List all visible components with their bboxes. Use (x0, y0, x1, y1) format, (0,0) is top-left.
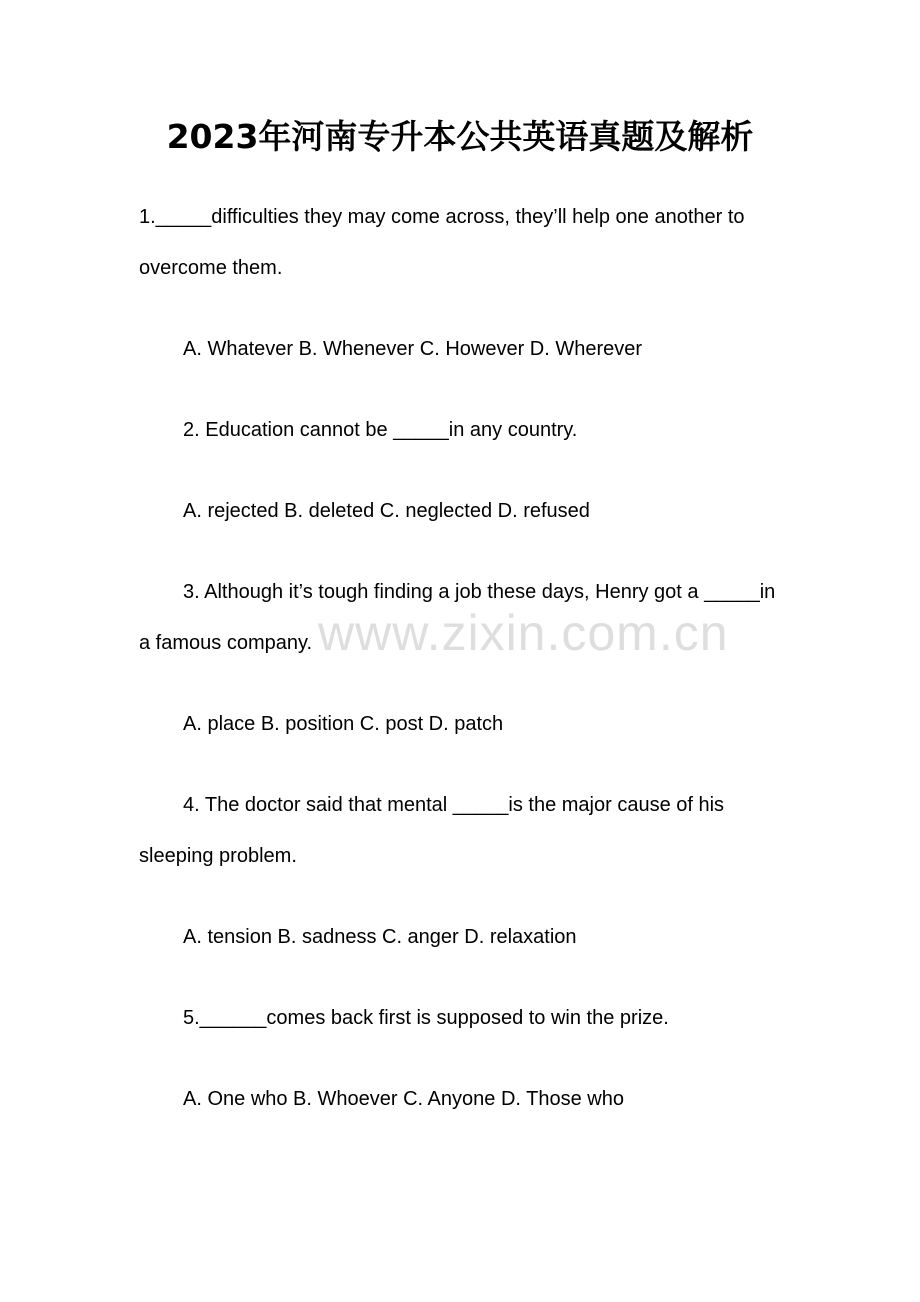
watermark: www.zixin.com.cn (318, 605, 729, 661)
question-3-options: A. place B. position C. post D. patch (183, 713, 504, 735)
question-2-stem: 2. Education cannot be _____in any country. (183, 419, 578, 441)
question-4-options: A. tension B. sadness C. anger D. relaxation (183, 926, 577, 948)
question-3-stem: 3. Although it’s tough finding a job these days, Henry got a _____in a famous company. (139, 581, 776, 654)
question-5-stem: 5.______comes back first is supposed to win the prize. (183, 1007, 669, 1029)
question-4-stem: 4. The doctor said that mental _____is the major cause of his sleeping problem. (139, 794, 725, 867)
page-title: 2023年河南专升本公共英语真题及解析 (166, 117, 754, 156)
question-2-options: A. rejected B. deleted C. neglected D. refused (183, 500, 590, 522)
question-5-options: A. One who B. Whoever C. Anyone D. Those who (183, 1088, 624, 1110)
question-1-stem: 1._____difficulties they may come across, they’ll help one another to overcome them. (139, 206, 745, 279)
question-list (139, 192, 779, 1155)
question-1-options: A. Whatever B. Whenever C. However D. Wherever (183, 338, 643, 360)
